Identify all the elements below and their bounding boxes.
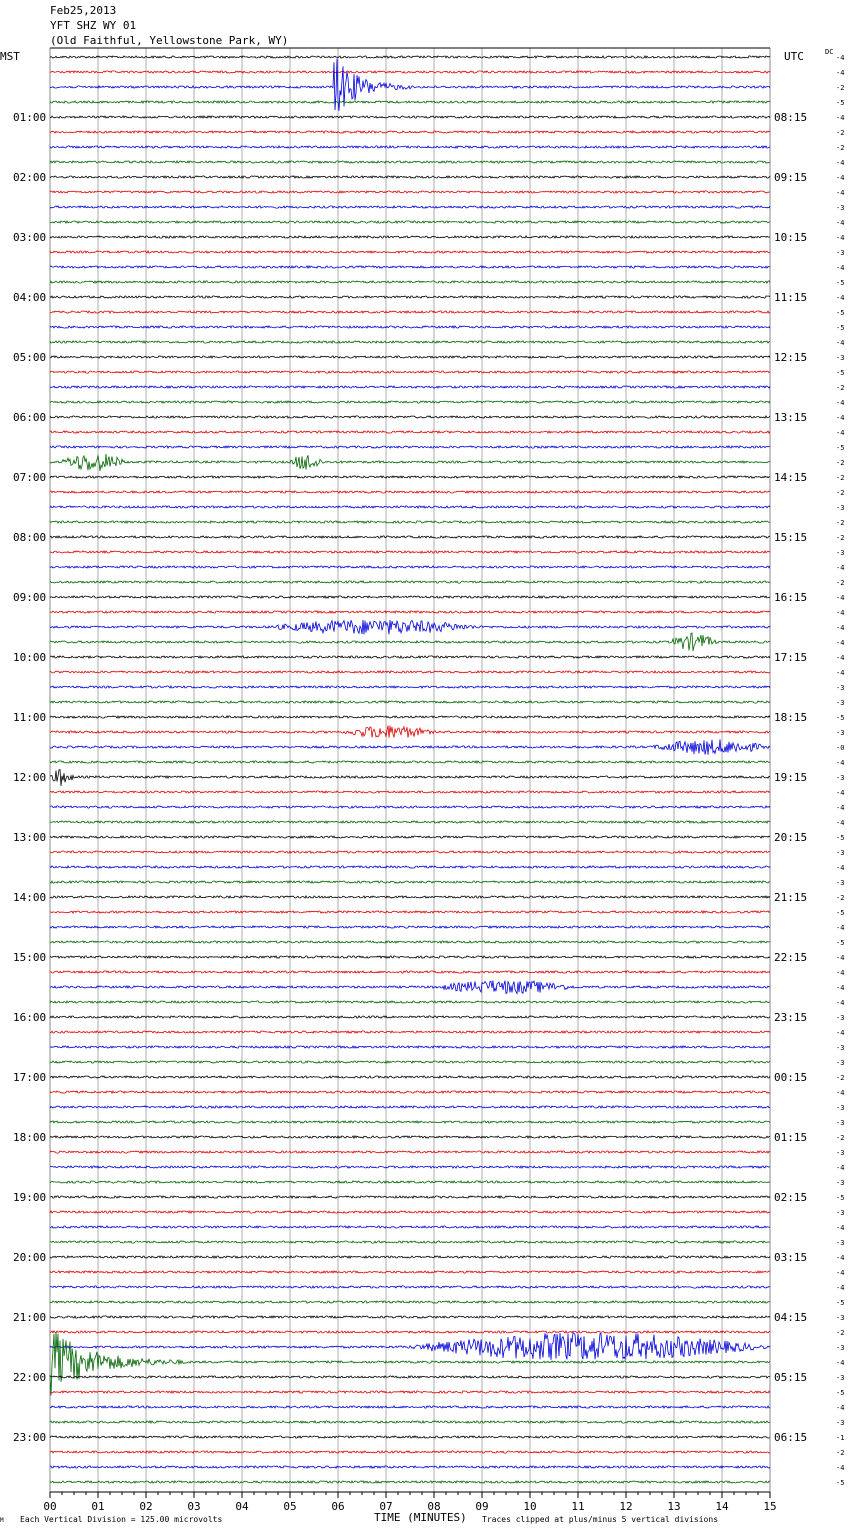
- dc-offset-label: -4: [836, 234, 845, 242]
- dc-offset-label: -4: [836, 819, 845, 827]
- dc-offset-label: -2: [836, 1134, 845, 1142]
- dc-offset-label: -4: [836, 1359, 845, 1367]
- dc-offset-label: -4: [836, 189, 845, 197]
- trace-row: [50, 356, 770, 358]
- x-axis-title: TIME (MINUTES): [374, 1511, 467, 1524]
- trace-row: [50, 701, 770, 703]
- header-date: Feb25,2013: [50, 4, 117, 17]
- right-hour-label: 14:15: [774, 471, 808, 484]
- dc-offset-label: -4: [836, 564, 845, 572]
- trace-row: [50, 1211, 770, 1213]
- right-hour-label: 20:15: [774, 831, 808, 844]
- dc-offset-label: -3: [836, 1059, 845, 1067]
- trace-row: [50, 1076, 770, 1078]
- dc-offset-label: -5: [836, 1194, 845, 1202]
- dc-offset-label: -3: [836, 1314, 845, 1322]
- dc-offset-label: -2: [836, 519, 845, 527]
- dc-offset-label: -3: [836, 1419, 845, 1427]
- dc-offset-label: -4: [836, 1284, 845, 1292]
- trace-row: [50, 1481, 770, 1483]
- dc-offset-label: -4: [836, 954, 845, 962]
- right-hour-label: 01:15: [774, 1131, 808, 1144]
- x-tick-label: 07: [379, 1500, 393, 1513]
- trace-row: [50, 1166, 770, 1168]
- header-station: YFT SHZ WY 01: [50, 19, 137, 32]
- trace-row: [50, 633, 770, 651]
- dc-offset-label: -5: [836, 909, 845, 917]
- corner-mark: M: [0, 1517, 4, 1524]
- dc-offset-label: -2: [836, 459, 845, 467]
- minute-grid: [50, 48, 770, 1492]
- trace-row: [50, 671, 770, 673]
- trace-row: [50, 881, 770, 883]
- trace-row: [50, 1331, 770, 1333]
- dc-offset-label: -4: [836, 114, 845, 122]
- trace-row: [50, 146, 770, 148]
- left-hour-label: 02:00: [13, 171, 47, 184]
- dc-offset-label: -4: [836, 429, 845, 437]
- dc-offset-label: -1: [836, 1434, 845, 1442]
- right-hour-label: 21:15: [774, 891, 808, 904]
- dc-offset-label: -2: [836, 144, 845, 152]
- trace-row: [50, 686, 770, 688]
- trace-row: [50, 341, 770, 343]
- dc-offset-label: -2: [836, 1074, 845, 1082]
- dc-offset-label: -4: [836, 294, 845, 302]
- trace-row: [50, 1151, 770, 1153]
- x-tick-label: 11: [571, 1500, 585, 1513]
- dc-offset-label: -4: [836, 1029, 845, 1037]
- x-tick-label: 00: [43, 1500, 57, 1513]
- right-timezone-label: UTC: [784, 50, 804, 63]
- trace-row: [50, 386, 770, 388]
- dc-offset-label: -4: [836, 174, 845, 182]
- right-hour-label: 05:15: [774, 1371, 808, 1384]
- trace-row: [50, 1196, 770, 1198]
- dc-offset-label: -4: [836, 69, 845, 77]
- dc-offset-label: -3: [836, 729, 845, 737]
- trace-row: [50, 1001, 770, 1003]
- dc-offset-label: -5: [836, 834, 845, 842]
- dc-offset-label: -4: [836, 669, 845, 677]
- seismic-traces: [50, 56, 770, 1483]
- dc-offset-label: -3: [836, 1014, 845, 1022]
- dc-offset-label: -2: [836, 474, 845, 482]
- dc-offset-label: -4: [836, 1164, 845, 1172]
- trace-row: [50, 581, 770, 583]
- right-hour-label: 22:15: [774, 951, 808, 964]
- trace-row: [50, 926, 770, 928]
- trace-row: [50, 266, 770, 268]
- dc-offset-label: -4: [836, 594, 845, 602]
- trace-row: [50, 536, 770, 538]
- trace-row: [50, 251, 770, 253]
- right-hour-label: 04:15: [774, 1311, 808, 1324]
- trace-row: [50, 116, 770, 118]
- dc-offset-label: -3: [836, 1209, 845, 1217]
- dc-offset-label: -2: [836, 129, 845, 137]
- dc-offset-labels: [836, 54, 844, 1487]
- dc-offset-label: -5: [836, 444, 845, 452]
- trace-row: [50, 476, 770, 478]
- trace-row: [50, 739, 770, 754]
- dc-offset-label: -4: [836, 1404, 845, 1412]
- dc-offset-label: -4: [836, 399, 845, 407]
- dc-offset-label: -2: [836, 579, 845, 587]
- dc-offset-label: -5: [836, 369, 845, 377]
- trace-row: [50, 551, 770, 553]
- dc-offset-label: -5: [836, 1299, 845, 1307]
- trace-row: [50, 836, 770, 838]
- dc-offset-label: -3: [836, 1179, 845, 1187]
- left-hour-label: 09:00: [13, 591, 47, 604]
- left-hour-label: 05:00: [13, 351, 47, 364]
- right-hour-label: 03:15: [774, 1251, 808, 1264]
- trace-row: [50, 656, 770, 658]
- dc-offset-label: -4: [836, 1224, 845, 1232]
- dc-offset-label: -4: [836, 264, 845, 272]
- left-hour-label: 18:00: [13, 1131, 47, 1144]
- dc-offset-label: -5: [836, 1389, 845, 1397]
- left-hour-label: 17:00: [13, 1071, 47, 1084]
- dc-offset-label: -4: [836, 864, 845, 872]
- trace-row: [50, 1106, 770, 1108]
- trace-row: [50, 620, 770, 635]
- dc-offset-label: -3: [836, 1149, 845, 1157]
- trace-row: [50, 1333, 770, 1360]
- dc-offset-label: -4: [836, 759, 845, 767]
- trace-row: [50, 851, 770, 853]
- dc-offset-label: -4: [836, 1269, 845, 1277]
- dc-offset-label: -4: [836, 969, 845, 977]
- left-hour-label: 21:00: [13, 1311, 47, 1324]
- scale-note: Each Vertical Division = 125.00 microvolts: [20, 1515, 223, 1524]
- dc-offset-label: -4: [836, 639, 845, 647]
- trace-row: [50, 726, 770, 738]
- right-hour-label: 13:15: [774, 411, 808, 424]
- dc-offset-label: -2: [836, 1449, 845, 1457]
- trace-row: [50, 911, 770, 913]
- trace-row: [50, 206, 770, 208]
- left-hour-label: 23:00: [13, 1431, 47, 1444]
- dc-offset-label: -2: [836, 489, 845, 497]
- left-hour-label: 22:00: [13, 1371, 47, 1384]
- trace-row: [50, 971, 770, 973]
- trace-row: [50, 791, 770, 793]
- left-hour-label: 15:00: [13, 951, 47, 964]
- dc-offset-label: -2: [836, 894, 845, 902]
- trace-row: [50, 566, 770, 568]
- trace-row: [50, 71, 770, 73]
- x-axis-ticks: [43, 1492, 776, 1513]
- dc-offset-label: -3: [836, 1344, 845, 1352]
- dc-offset-label: -2: [836, 1329, 845, 1337]
- dc-header-label: DC: [825, 48, 834, 56]
- trace-row: [50, 821, 770, 823]
- dc-offset-label: -3: [836, 684, 845, 692]
- left-hour-label: 12:00: [13, 771, 47, 784]
- left-hour-label: 06:00: [13, 411, 47, 424]
- dc-offset-label: -5: [836, 939, 845, 947]
- right-hour-label: 16:15: [774, 591, 808, 604]
- x-tick-label: 13: [667, 1500, 681, 1513]
- left-timezone-label: MST: [0, 50, 20, 63]
- dc-offset-label: -4: [836, 1464, 845, 1472]
- trace-row: [50, 326, 770, 328]
- dc-offset-label: -5: [836, 99, 845, 107]
- dc-offset-label: -3: [836, 1044, 845, 1052]
- dc-offset-label: -3: [836, 699, 845, 707]
- right-hour-label: 17:15: [774, 651, 808, 664]
- trace-row: [50, 431, 770, 433]
- right-hour-label: 18:15: [774, 711, 808, 724]
- trace-row: [50, 281, 770, 283]
- header-location: (Old Faithful, Yellowstone Park, WY): [50, 34, 289, 47]
- x-tick-label: 04: [235, 1500, 249, 1513]
- trace-row: [50, 716, 770, 718]
- trace-row: [50, 491, 770, 493]
- left-hour-label: 10:00: [13, 651, 47, 664]
- left-hour-label: 19:00: [13, 1191, 47, 1204]
- x-tick-label: 10: [523, 1500, 537, 1513]
- dc-offset-label: -5: [836, 309, 845, 317]
- trace-row: [50, 1181, 770, 1183]
- trace-row: [50, 1332, 770, 1395]
- x-tick-label: 14: [715, 1500, 729, 1513]
- x-tick-label: 01: [91, 1500, 105, 1513]
- left-hour-label: 13:00: [13, 831, 47, 844]
- trace-row: [50, 1286, 770, 1288]
- trace-row: [50, 1136, 770, 1138]
- left-hour-label: 03:00: [13, 231, 47, 244]
- trace-row: [50, 371, 770, 373]
- left-hour-label: 08:00: [13, 531, 47, 544]
- dc-offset-label: -2: [836, 84, 845, 92]
- trace-row: [50, 1451, 770, 1453]
- trace-row: [50, 896, 770, 898]
- right-hour-label: 02:15: [774, 1191, 808, 1204]
- dc-offset-label: -3: [836, 549, 845, 557]
- trace-row: [50, 101, 770, 103]
- trace-row: [50, 296, 770, 298]
- dc-offset-label: -4: [836, 624, 845, 632]
- trace-row: [50, 956, 770, 958]
- trace-row: [50, 401, 770, 403]
- trace-row: [50, 454, 770, 471]
- dc-offset-label: -4: [836, 219, 845, 227]
- left-hour-label: 04:00: [13, 291, 47, 304]
- trace-row: [50, 1061, 770, 1063]
- trace-row: [50, 1241, 770, 1243]
- trace-row: [50, 311, 770, 313]
- trace-row: [50, 1301, 770, 1303]
- right-hour-label: 12:15: [774, 351, 808, 364]
- dc-offset-label: -4: [836, 999, 845, 1007]
- dc-offset-label: -3: [836, 354, 845, 362]
- trace-row: [50, 521, 770, 523]
- right-hour-label: 00:15: [774, 1071, 808, 1084]
- dc-offset-label: -4: [836, 609, 845, 617]
- dc-offset-label: -3: [836, 504, 845, 512]
- dc-offset-label: -3: [836, 774, 845, 782]
- dc-offset-label: -0: [836, 744, 845, 752]
- right-hour-label: 10:15: [774, 231, 808, 244]
- dc-offset-label: -3: [836, 204, 845, 212]
- x-tick-label: 12: [619, 1500, 633, 1513]
- dc-offset-label: -4: [836, 654, 845, 662]
- trace-row: [50, 1046, 770, 1048]
- left-hour-label: 16:00: [13, 1011, 47, 1024]
- trace-row: [50, 131, 770, 133]
- dc-offset-label: -3: [836, 879, 845, 887]
- trace-row: [50, 161, 770, 163]
- dc-offset-label: -3: [836, 1104, 845, 1112]
- trace-row: [50, 1031, 770, 1033]
- dc-offset-label: -3: [836, 1374, 845, 1382]
- trace-row: [50, 191, 770, 193]
- dc-offset-label: -3: [836, 1119, 845, 1127]
- dc-offset-label: -5: [836, 1479, 845, 1487]
- trace-row: [50, 761, 770, 763]
- right-hour-label: 23:15: [774, 1011, 808, 1024]
- trace-row: [50, 1256, 770, 1258]
- dc-offset-label: -3: [836, 1239, 845, 1247]
- dc-offset-label: -4: [836, 1089, 845, 1097]
- right-hour-label: 15:15: [774, 531, 808, 544]
- trace-row: [50, 176, 770, 178]
- trace-row: [50, 1406, 770, 1408]
- trace-row: [50, 1436, 770, 1438]
- right-hour-label: 19:15: [774, 771, 808, 784]
- trace-row: [50, 1391, 770, 1393]
- dc-offset-label: -4: [836, 54, 845, 62]
- dc-offset-label: -3: [836, 849, 845, 857]
- x-tick-label: 09: [475, 1500, 489, 1513]
- trace-row: [50, 1376, 770, 1378]
- trace-row: [50, 981, 770, 994]
- dc-offset-label: -4: [836, 159, 845, 167]
- dc-offset-label: -4: [836, 789, 845, 797]
- x-tick-label: 03: [187, 1500, 201, 1513]
- x-tick-label: 15: [763, 1500, 777, 1513]
- x-tick-label: 06: [331, 1500, 345, 1513]
- trace-row: [50, 1466, 770, 1468]
- trace-row: [50, 1226, 770, 1228]
- dc-offset-label: -4: [836, 924, 845, 932]
- trace-row: [50, 56, 770, 58]
- dc-offset-label: -5: [836, 324, 845, 332]
- left-hour-label: 01:00: [13, 111, 47, 124]
- dc-offset-label: -4: [836, 339, 845, 347]
- dc-offset-label: -4: [836, 804, 845, 812]
- dc-offset-label: -4: [836, 984, 845, 992]
- trace-row: [50, 506, 770, 508]
- trace-row: [50, 416, 770, 418]
- dc-offset-label: -4: [836, 1254, 845, 1262]
- trace-row: [50, 866, 770, 868]
- trace-row: [50, 806, 770, 808]
- trace-row: [50, 941, 770, 943]
- x-tick-label: 05: [283, 1500, 297, 1513]
- dc-offset-label: -4: [836, 414, 845, 422]
- trace-row: [50, 611, 770, 613]
- dc-offset-label: -2: [836, 384, 845, 392]
- x-tick-label: 02: [139, 1500, 153, 1513]
- dc-offset-label: -5: [836, 714, 845, 722]
- trace-row: [50, 1316, 770, 1318]
- left-hour-label: 07:00: [13, 471, 47, 484]
- x-tick-label: 08: [427, 1500, 441, 1513]
- right-hour-label: 06:15: [774, 1431, 808, 1444]
- dc-offset-label: -2: [836, 534, 845, 542]
- trace-row: [50, 236, 770, 238]
- trace-row: [50, 1271, 770, 1273]
- trace-row: [50, 1421, 770, 1423]
- right-hour-label: 11:15: [774, 291, 808, 304]
- trace-row: [50, 1016, 770, 1018]
- trace-row: [50, 596, 770, 598]
- clip-note: Traces clipped at plus/minus 5 vertical divisions: [482, 1515, 719, 1524]
- dc-offset-label: -5: [836, 279, 845, 287]
- trace-row: [50, 1121, 770, 1123]
- trace-row: [50, 1091, 770, 1093]
- trace-row: [50, 446, 770, 448]
- right-hour-label: 09:15: [774, 171, 808, 184]
- left-hour-label: 14:00: [13, 891, 47, 904]
- trace-row: [50, 221, 770, 223]
- left-hour-label: 20:00: [13, 1251, 47, 1264]
- right-hour-label: 08:15: [774, 111, 808, 124]
- trace-row: [50, 770, 770, 786]
- left-hour-label: 11:00: [13, 711, 47, 724]
- dc-offset-label: -3: [836, 249, 845, 257]
